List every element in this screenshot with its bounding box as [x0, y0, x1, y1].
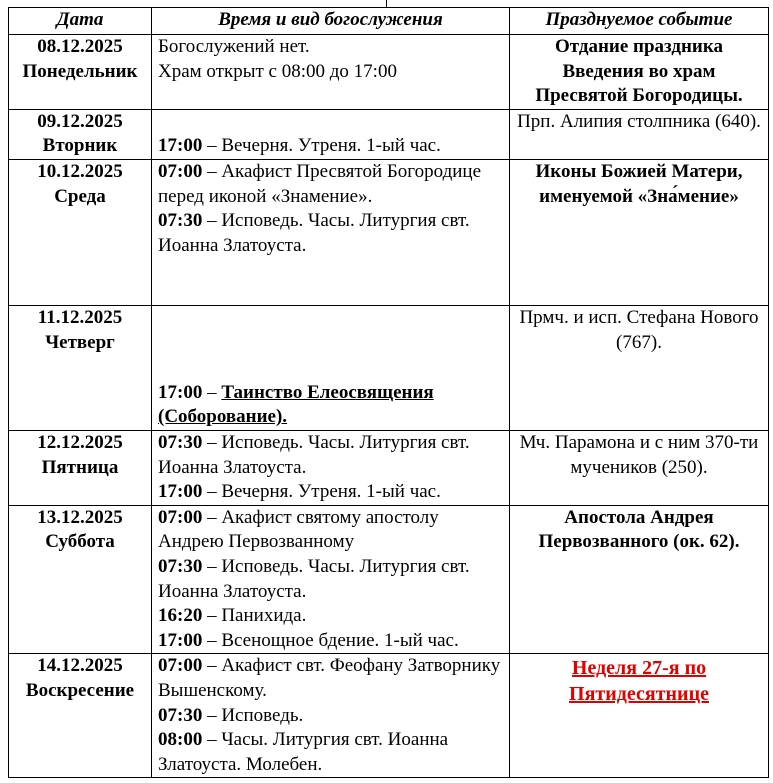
service-entry [158, 381, 503, 430]
service-time: 07:00 [158, 655, 203, 677]
service-entry [158, 604, 503, 629]
weekday: Пятница [41, 456, 119, 478]
event-cell [510, 654, 769, 778]
service-time: 08:00 [158, 729, 203, 751]
service-time: 07:30 [158, 704, 203, 726]
date-cell [9, 430, 152, 505]
schedule-table [8, 7, 769, 778]
service-time: 16:20 [158, 605, 203, 627]
service-time: 17:00 [158, 381, 203, 403]
date-value: 14.12.2025 [37, 655, 123, 677]
service-note: Богослужений нет. [158, 36, 310, 57]
event-cell: Иконы Божией Матери, именуемой «Зна́мение» [510, 159, 769, 305]
event-cell: Мч. Парамона и с ним 370-ти мучеников (250). [510, 430, 769, 505]
date-cell [9, 35, 152, 110]
service-text: – Акафист святому апостолу Андрею Первозванному [158, 506, 439, 553]
service-text: – Исповедь. Часы. Литургия свт. Иоанна Златоуста. [158, 555, 470, 602]
service-time: 07:00 [158, 506, 203, 528]
date-value: 13.12.2025 [37, 506, 123, 528]
service-cell [152, 305, 510, 430]
header-row [9, 8, 769, 35]
weekday: Воскресение [25, 679, 135, 701]
service-text: – [202, 381, 222, 403]
table-row [9, 159, 769, 305]
service-text: – Исповедь. [202, 704, 304, 726]
service-text: – Исповедь. Часы. Литургия свт. Иоанна Златоуста. [158, 210, 470, 256]
service-entry [158, 555, 503, 604]
date-cell [9, 159, 152, 305]
service-entry [158, 506, 503, 555]
weekday: Среда [54, 185, 106, 207]
date-cell [9, 109, 152, 159]
service-entry [158, 654, 503, 703]
service-time: 17:00 [158, 481, 203, 503]
service-time: 07:30 [158, 555, 203, 577]
weekday: Четверг [45, 331, 115, 353]
service-cell [152, 654, 510, 778]
date-value: 09.12.2025 [37, 110, 123, 132]
service-entry [158, 728, 503, 777]
service-entry [158, 480, 503, 505]
date-value: 11.12.2025 [37, 306, 123, 328]
service-text: – Исповедь. Часы. Литургия свт. Иоанна Златоуста. [158, 431, 470, 478]
table-row [9, 505, 769, 654]
service-text: – Всенощное бдение. 1-ый час. [202, 629, 459, 651]
table-row [9, 305, 769, 430]
weekday: Суббота [45, 531, 115, 553]
service-time: 07:30 [158, 431, 203, 453]
header-date: Дата [9, 8, 152, 35]
feast-title: Неделя 27-я по Пятидесятнице [569, 657, 709, 705]
table-row [9, 654, 769, 778]
service-entry [158, 431, 503, 480]
date-value: 10.12.2025 [37, 160, 123, 182]
service-note: Храм открыт с 08:00 до 17:00 [158, 60, 397, 82]
service-text: – Вечерня. Утреня. 1-ый час. [202, 481, 441, 503]
event-cell: Отдание праздника Введения во храм Пресвятой Богородицы. [510, 35, 769, 110]
service-cell [152, 430, 510, 505]
service-entry [158, 629, 503, 654]
service-text: – Панихида. [202, 605, 307, 627]
service-text: – Акафист свт. Феофану Затворнику Вышенскому. [158, 655, 501, 701]
weekday: Вторник [42, 135, 118, 157]
service-text: – Часы. Литургия свт. Иоанна Златоуста. Молебен. [158, 729, 449, 775]
table-row [9, 109, 769, 159]
date-cell [9, 654, 152, 778]
date-cell [9, 505, 152, 654]
service-time: 17:00 [158, 629, 203, 651]
service-cell [152, 159, 510, 305]
service-text: – Акафист Пресвятой Богородице перед иконой «Знамение». [158, 160, 482, 207]
table-row [9, 430, 769, 505]
service-entry [158, 704, 503, 729]
service-text: – Вечерня. Утреня. 1-ый час. [202, 135, 441, 157]
service-time: 17:00 [158, 135, 203, 157]
date-value: 12.12.2025 [37, 431, 123, 453]
service-cell [152, 109, 510, 159]
header-event: Празднуемое событие [510, 8, 769, 35]
service-entry [158, 134, 503, 159]
page-top-tick [386, 0, 387, 7]
header-service: Время и вид богослужения [152, 8, 510, 35]
date-value: 08.12.2025 [37, 36, 123, 57]
service-title: Таинство Елеосвящения (Соборование). [158, 381, 434, 428]
service-entry [158, 209, 503, 258]
service-time: 07:30 [158, 210, 203, 232]
event-cell: Прп. Алипия столпника (640). [510, 109, 769, 159]
event-cell: Прмч. и исп. Стефана Нового (767). [510, 305, 769, 430]
event-cell: Апостола Андрея Первозванного (ок. 62). [510, 505, 769, 654]
service-cell [152, 35, 510, 110]
service-cell [152, 505, 510, 654]
service-time: 07:00 [158, 160, 203, 182]
weekday: Понедельник [22, 60, 138, 82]
date-cell [9, 305, 152, 430]
service-entry [158, 160, 503, 209]
table-row [9, 35, 769, 110]
